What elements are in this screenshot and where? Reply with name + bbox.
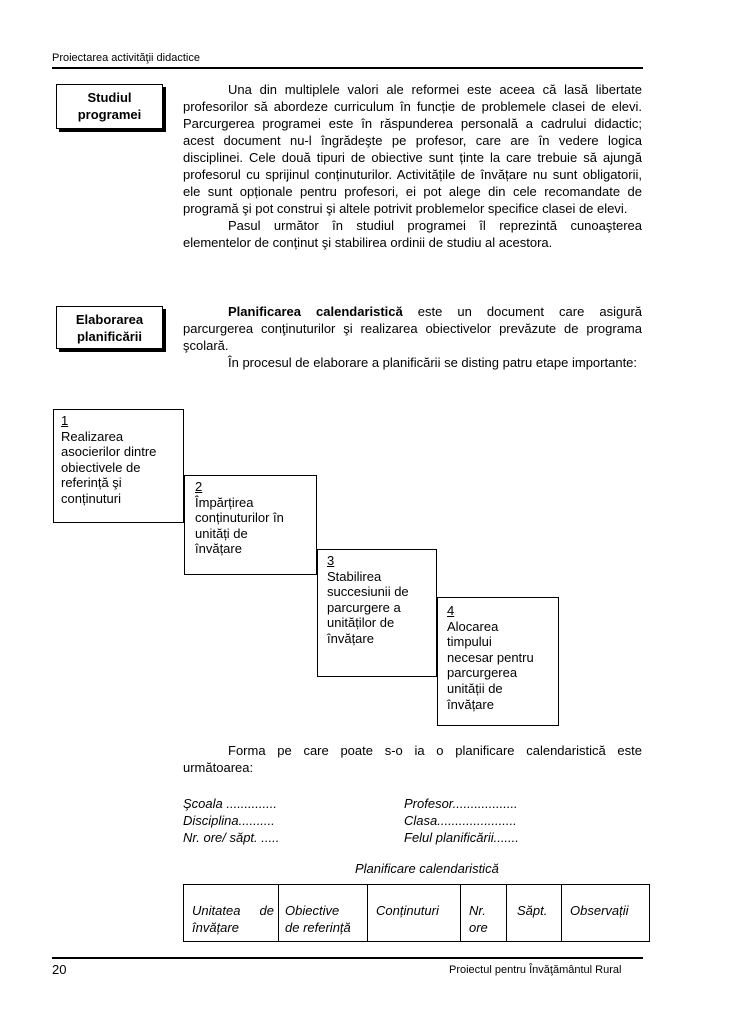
form-field-disciplina: Disciplina.......... [183, 813, 275, 828]
form-field-scoala: Şcoala .............. [183, 796, 277, 811]
plan-title: Planificare calendaristică [355, 861, 499, 876]
page-number: 20 [52, 962, 67, 977]
column-header-line: de referință [285, 920, 351, 935]
step-box-1 [53, 409, 184, 523]
step-box-2 [184, 475, 317, 575]
step-text-line: timpului [447, 634, 492, 650]
form-field-nr-ore: Nr. ore/ săpt. ..... [183, 830, 280, 845]
planning-table [183, 884, 650, 942]
column-header-sapt [507, 885, 562, 942]
paragraph-four-stages: În procesul de elaborare a planificării se disting patru etape importante: [228, 355, 638, 370]
step-text-line: învățare [195, 541, 242, 557]
step-number: 1 [61, 413, 69, 428]
step-text-line: învățare [447, 696, 494, 712]
intro-paragraphs [183, 81, 642, 251]
step-text-line: Stabilirea [327, 568, 382, 584]
column-header-line: Săpt. [517, 903, 548, 918]
column-header-line: Conținuturi [376, 903, 439, 918]
column-header-observatii [562, 885, 650, 942]
step-text-line: asocierilor dintre [61, 444, 157, 460]
step-text-line: referință şi [61, 475, 122, 491]
step-number: 4 [447, 603, 455, 618]
header-rule [52, 67, 643, 69]
section-label-line: programei [77, 107, 142, 122]
step-text-line: necesar pentru [447, 649, 534, 665]
form-intro [183, 742, 642, 776]
section-label-line: Elaborarea [75, 312, 144, 327]
column-header-unitatea [184, 885, 279, 942]
step-number: 2 [195, 479, 203, 494]
form-field-profesor: Profesor.................. [404, 796, 518, 811]
step-text-line: conținuturi [61, 490, 121, 506]
step-text-line: Realizarea [61, 428, 124, 444]
paragraph-reform: Una din multiplele valori ale reformei este aceea că lasă libertate profesorilor să abordeze curriculum în funcție de problemele clasei de elevi. Parcurgerea programei este în răspunderea personală a cadrului didactic; acest document nu-l îngrădeşte pe profesor, care are în vedere logica disciplinei. Cele două tipuri de obiective sunt ținte la care trebuie să ajungă profesorul cu sprijinul conținuturilor. Activitățile de învățare nu sunt obligatorii, ele sunt opționale pentru profesori, ei pot alege din cele recomandate de programă şi pot construi şi altele potrivit problemelor specifice clasei de elevi. [183, 82, 642, 216]
step-text-line: parcurgerea [447, 665, 518, 681]
step-text-line: unităților de [327, 615, 395, 631]
step-text-line: conținuturilor în [195, 510, 284, 526]
section-label-elaborarea-planificarii [56, 306, 163, 349]
column-header-continuturi [368, 885, 461, 942]
form-field-felul: Felul planificării....... [404, 830, 519, 845]
column-header-line: ore [469, 920, 488, 935]
paragraph-planning-definition [183, 303, 642, 354]
column-header-line: Nr. [469, 903, 486, 918]
step-box-3 [317, 549, 437, 677]
step-text-line: obiectivele de [61, 459, 141, 475]
step-number: 3 [327, 553, 335, 568]
column-header-line: Obiective [285, 903, 340, 918]
column-header-nr-ore [461, 885, 507, 942]
step-text-line: unități de [195, 525, 248, 541]
running-header: Proiectarea activităţii didactice [52, 52, 200, 64]
term-planificare: Planificarea calendaristică [228, 304, 403, 319]
footer-title: Proiectul pentru Învăţământul Rural [449, 964, 622, 976]
step-box-4 [437, 597, 559, 726]
column-header-obiective [279, 885, 368, 942]
section-label-studiul-programei [56, 84, 163, 129]
section-label-line: planificării [76, 329, 143, 344]
column-header-line: Unitatea de [192, 903, 274, 918]
planning-paragraphs [183, 303, 642, 371]
step-text-line: succesiunii de [327, 584, 409, 600]
column-header-line: învățare [192, 920, 239, 935]
step-text-line: Alocarea [447, 618, 499, 634]
step-text-line: învățare [327, 630, 374, 646]
form-field-clasa: Clasa...................... [404, 813, 517, 828]
column-header-line: Observații [570, 903, 629, 918]
paragraph-planning-rest: este un document care asigură parcurgerea conţinuturilor şi realizarea obiectivelor prevăzute de programa şcolară. [183, 304, 643, 353]
section-label-line: Studiul [87, 90, 132, 105]
step-text-line: unității de [447, 680, 503, 696]
step-text-line: parcurgere a [327, 599, 401, 615]
step-text-line: Împărțirea [195, 494, 254, 510]
footer-rule [52, 957, 643, 959]
paragraph-next-step: Pasul următor în studiul programei îl reprezintă cunoaşterea elementelor de conținut şi stabilirea ordinii de studiu al acestora. [183, 218, 642, 250]
paragraph-form-intro: Forma pe care poate s-o ia o planificare calendaristică este următoarea: [183, 743, 642, 775]
table-header-row [184, 885, 650, 942]
